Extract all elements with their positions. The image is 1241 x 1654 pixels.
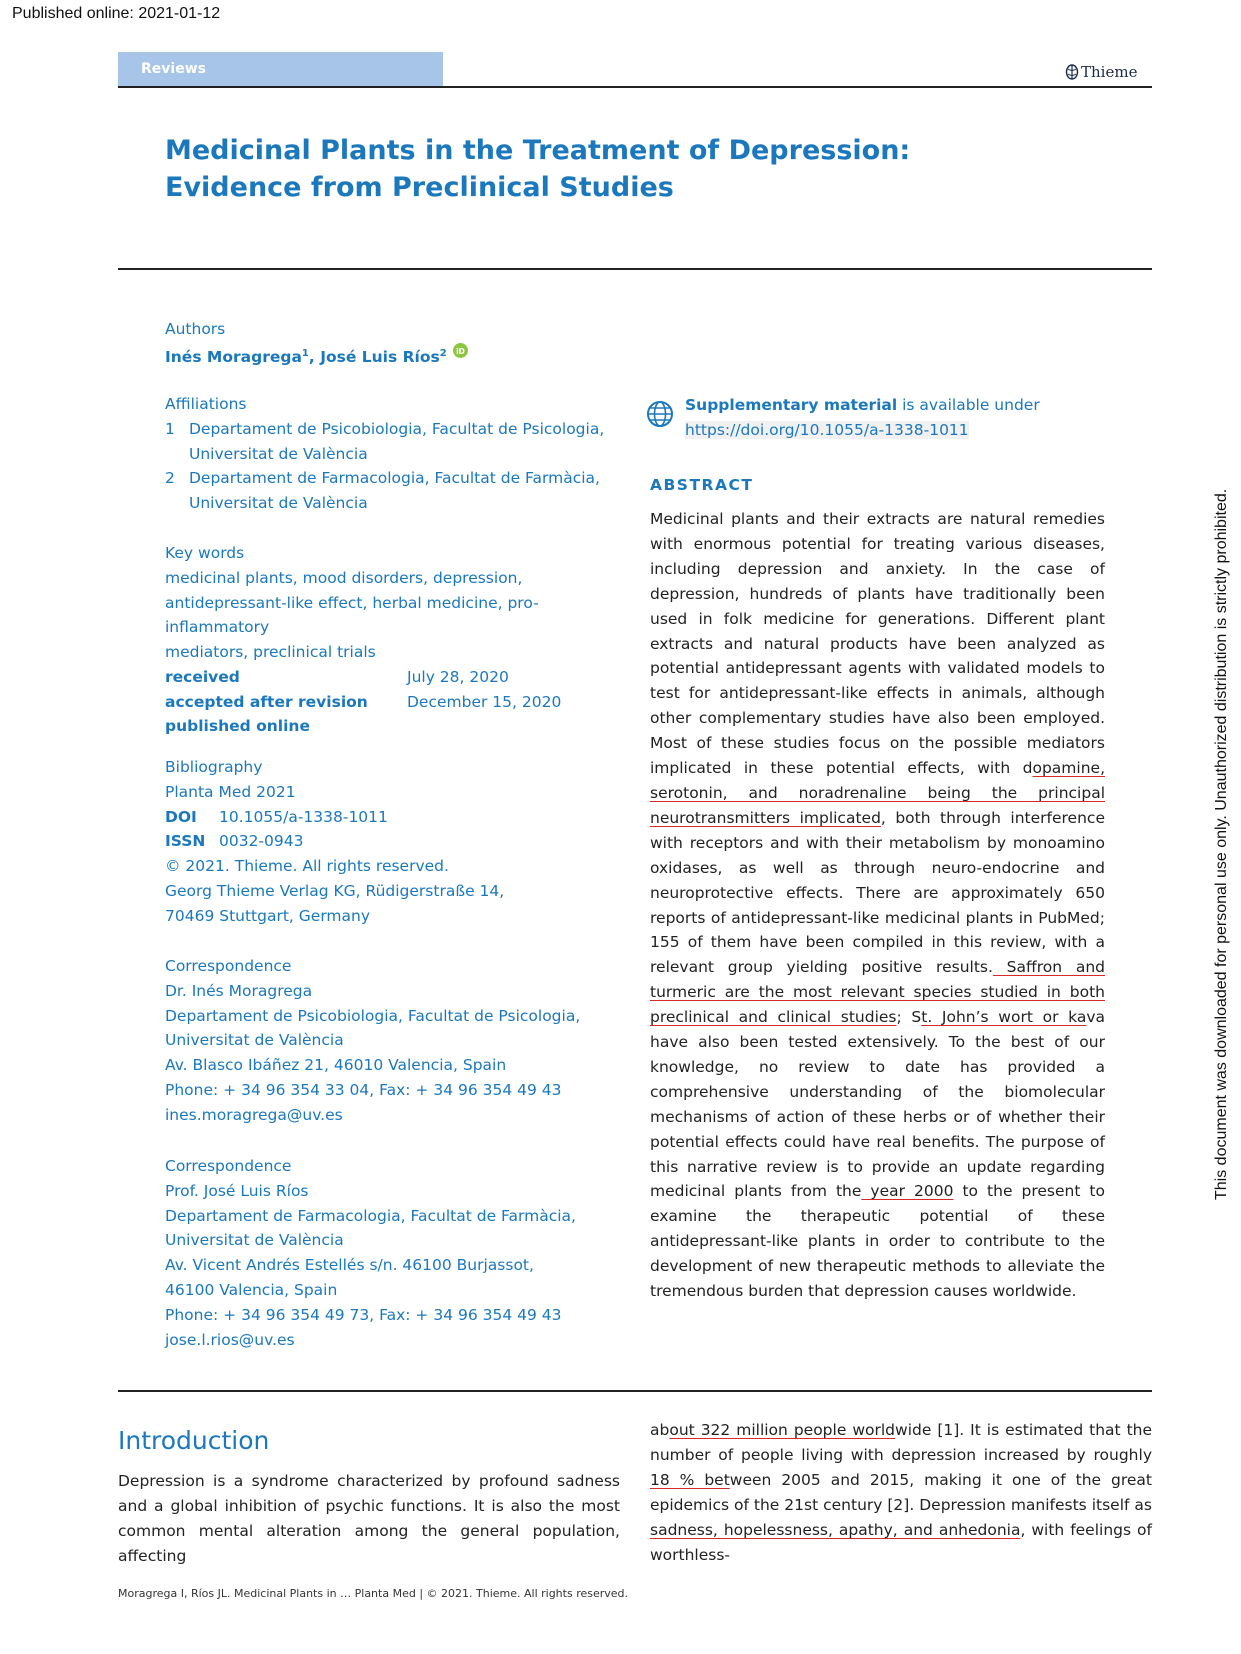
abstract-highlight: t. John’s wort or ka xyxy=(921,1008,1087,1027)
bibliography-publisher: 70469 Stuttgart, Germany xyxy=(165,906,371,925)
author-2: José Luis Ríos xyxy=(320,347,440,366)
correspondence-address: Universitat de València xyxy=(165,1031,344,1050)
date-label: received xyxy=(165,668,240,686)
article-title xyxy=(165,132,1065,206)
svg-text:iD: iD xyxy=(456,346,465,356)
date-label: published online xyxy=(165,717,310,735)
introduction-right-text xyxy=(650,1418,1152,1568)
bibliography-block xyxy=(165,755,625,929)
correspondence-name: Dr. Inés Moragrega xyxy=(165,981,313,1000)
affiliation-line: Universitat de València xyxy=(189,444,368,463)
dates-block xyxy=(165,665,625,739)
correspondence-heading: Correspondence xyxy=(165,1157,292,1175)
authors-block xyxy=(165,317,625,369)
date-received xyxy=(165,665,625,690)
bibliography-publisher: Georg Thieme Verlag KG, Rüdigerstraße 14, xyxy=(165,881,505,900)
date-value: July 28, 2020 xyxy=(407,668,509,686)
abstract-heading: ABSTRACT xyxy=(650,476,754,494)
correspondence-block-2 xyxy=(165,1154,625,1352)
date-published xyxy=(165,714,625,739)
correspondence-block-1 xyxy=(165,954,625,1128)
affiliation-line: Universitat de València xyxy=(189,494,368,513)
page-footer: Moragrega I, Ríos JL. Medicinal Plants in … Planta Med | © 2021. Thieme. All rights reserved. xyxy=(118,1587,629,1600)
affiliation-number: 2 xyxy=(165,469,175,488)
doi-label: DOI xyxy=(165,807,197,826)
supplementary-label: Supplementary material xyxy=(685,396,898,414)
author-1-sup: 1 xyxy=(301,347,309,359)
bibliography-heading: Bibliography xyxy=(165,758,263,776)
author-2-sup: 2 xyxy=(439,347,447,359)
correspondence-address: Departament de Farmacologia, Facultat de Farmàcia, xyxy=(165,1206,576,1225)
abstract-text: to the present to examine the therapeutic potential of these antidepressant-like plants in order to contribute to the development of new therapeutic methods to alleviate the tremendous burden that depression causes worldwide. xyxy=(650,1182,1105,1301)
affiliation-item xyxy=(165,466,625,516)
bibliography-copyright: © 2021. Thieme. All rights reserved. xyxy=(165,857,449,876)
title-line-1: Medicinal Plants in the Treatment of Depression: xyxy=(165,135,911,166)
side-notice: This document was downloaded for personal use only. Unauthorized distribution is strictly prohibited. xyxy=(1213,488,1230,1200)
date-value: December 15, 2020 xyxy=(407,692,562,711)
correspondence-phone: Phone: + 34 96 354 33 04, Fax: + 34 96 354 49 43 xyxy=(165,1080,562,1099)
abstract-text: ; S xyxy=(896,1008,922,1027)
supplementary-material-note xyxy=(685,393,1115,443)
bibliography-issn xyxy=(165,829,625,854)
title-line-2: Evidence from Preclinical Studies xyxy=(165,172,674,203)
correspondence-name: Prof. José Luis Ríos xyxy=(165,1181,309,1200)
affiliation-line: Departament de Psicobiologia, Facultat de Psicologia, xyxy=(189,419,605,438)
keywords-line: mediators, preclinical trials xyxy=(165,643,376,662)
thieme-emblem-icon xyxy=(1065,64,1079,80)
correspondence-address: 46100 Valencia, Spain xyxy=(165,1280,338,1299)
published-online-stamp: Published online: 2021-01-12 xyxy=(12,5,221,22)
orcid-icon[interactable] xyxy=(453,343,468,358)
issn-label: ISSN xyxy=(165,832,206,851)
doi-value: 10.1055/a-1338-1011 xyxy=(219,807,388,826)
section-tab-reviews: Reviews xyxy=(118,52,443,86)
affiliation-line: Departament de Farmacologia, Facultat de Farmàcia, xyxy=(189,469,600,488)
keywords-block xyxy=(165,541,625,665)
keywords-line: antidepressant-like effect, herbal medicine, pro-inflammatory xyxy=(165,593,539,637)
introduction-heading: Introduction xyxy=(118,1426,270,1455)
abstract-text: va have also been tested extensively. To the best of our knowledge, no review to date has provided a comprehensive understanding of the biomolecular mechanisms of action of these herbs or of whether their potential effects could have real benefits. The purpose of this narrative review is to provide an update regarding medicinal plants from the xyxy=(650,1008,1105,1201)
bibliography-journal: Planta Med 2021 xyxy=(165,782,296,801)
date-label: accepted after revision xyxy=(165,692,368,711)
correspondence-email[interactable]: jose.l.rios@uv.es xyxy=(165,1330,295,1349)
globe-icon xyxy=(646,400,674,428)
correspondence-address: Av. Blasco Ibáñez 21, 46010 Valencia, Spain xyxy=(165,1056,507,1075)
intro-highlight: sadness, hopelessness, apathy, and anhedonia xyxy=(650,1521,1021,1539)
correspondence-address: Av. Vicent Andrés Estellés s/n. 46100 Burjassot, xyxy=(165,1256,534,1275)
abstract-highlight: Saffron and turmeric are the most relevant species studied in both preclinical and clinical studies xyxy=(650,958,1105,1027)
intro-text: , with feelings of worthless- xyxy=(650,1521,1152,1564)
authors-heading: Authors xyxy=(165,320,226,338)
section-rule xyxy=(118,1390,1152,1392)
intro-text: ween 2005 and 2015, making it one of the great epidemics of the 21st century [2]. Depression manifests itself as xyxy=(650,1471,1152,1514)
supplementary-link[interactable]: https://doi.org/10.1055/a-1338-1011 xyxy=(685,421,969,439)
title-rule xyxy=(118,268,1152,270)
author-1: Inés Moragrega xyxy=(165,347,302,366)
intro-highlight: 18 % bet xyxy=(650,1471,730,1489)
affiliation-number: 1 xyxy=(165,419,175,438)
bibliography-doi xyxy=(165,805,625,830)
correspondence-email[interactable]: ines.moragrega@uv.es xyxy=(165,1105,343,1124)
affiliations-block xyxy=(165,392,625,516)
publisher-logo xyxy=(1065,63,1137,81)
supplementary-text: is available under xyxy=(897,396,1040,414)
affiliation-item xyxy=(165,417,625,467)
intro-highlight: out 322 million people world xyxy=(669,1421,896,1439)
abstract-highlight: year 2000 xyxy=(861,1182,954,1201)
correspondence-address: Departament de Psicobiologia, Facultat de Psicologia, xyxy=(165,1006,581,1025)
abstract-highlight: opamine, serotonin, and noradrenaline being the principal neurotransmitters implicated xyxy=(650,759,1105,827)
keywords-heading: Key words xyxy=(165,544,245,562)
issn-value: 0032-0943 xyxy=(219,832,304,851)
intro-text: wide [1]. It is estimated that the number of people living with depression increased by roughly xyxy=(650,1421,1153,1464)
abstract-body xyxy=(650,507,1105,1304)
introduction-left-text: Depression is a syndrome characterized by profound sadness and a global inhibition of psychic functions. It is also the most common mental alteration among the general population, affecting xyxy=(118,1472,620,1565)
correspondence-address: Universitat de València xyxy=(165,1231,344,1250)
affiliations-heading: Affiliations xyxy=(165,395,247,413)
header-rule xyxy=(118,86,1152,88)
correspondence-phone: Phone: + 34 96 354 49 73, Fax: + 34 96 354 49 43 xyxy=(165,1305,562,1324)
publisher-name: Thieme xyxy=(1081,63,1138,81)
intro-text: ab xyxy=(650,1421,670,1439)
keywords-line: medicinal plants, mood disorders, depression, xyxy=(165,568,523,587)
author-names xyxy=(165,342,625,369)
correspondence-heading: Correspondence xyxy=(165,957,292,975)
author-sep: , xyxy=(308,347,321,366)
abstract-text: , both through interference with receptors and with their metabolism by monoamino oxidases, as well as through neuro-endocrine and neuroprotective effects. There are approximately 650 reports of antidepressant-like medicinal plants in PubMed; 155 of them have been compiled in this review, with a relevant group yielding positive results. xyxy=(650,808,1105,977)
abstract-text: Medicinal plants and their extracts are natural remedies with enormous potential for treating various diseases, including depression and anxiety. In the case of depression, hundreds of plants have traditionally been used in folk medicine for generations. Different plant extracts and natural products have been analyzed as potential antidepressant agents with validated models to test for antidepressant-like effects in animals, although other complementary studies have also been employed. Most of these studies focus on the possible mediators implicated in these potential effects, with d xyxy=(650,510,1105,778)
date-accepted xyxy=(165,690,625,715)
